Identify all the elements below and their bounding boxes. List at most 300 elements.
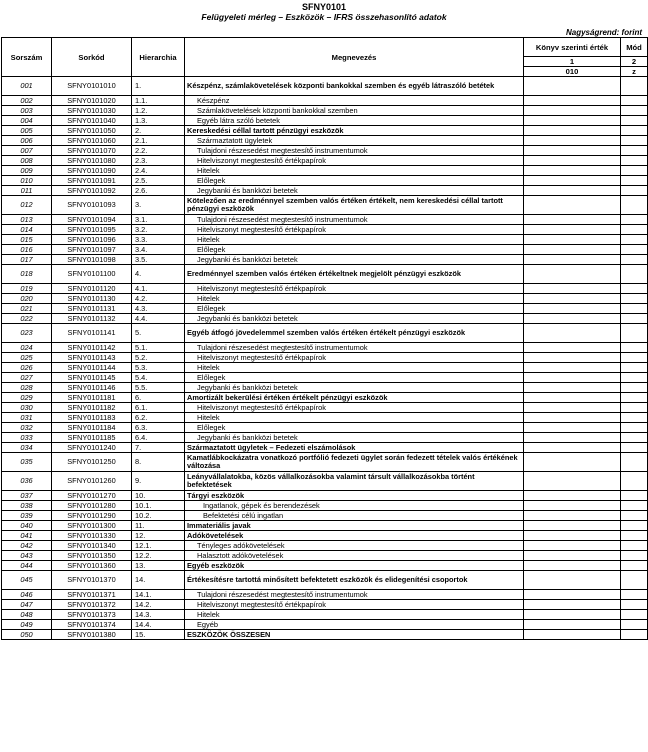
row-number: 008	[2, 156, 52, 166]
row-code: SFNY0101270	[52, 491, 132, 501]
row-hierarchy: 2.2.	[132, 146, 185, 156]
mode-cell[interactable]	[621, 225, 648, 235]
row-name: Adókövetelések	[185, 531, 524, 541]
row-number: 011	[2, 186, 52, 196]
row-code: SFNY0101080	[52, 156, 132, 166]
row-code: SFNY0101093	[52, 196, 132, 215]
mode-cell[interactable]	[621, 433, 648, 443]
value-cell[interactable]	[524, 501, 621, 511]
value-cell[interactable]	[524, 511, 621, 521]
row-code: SFNY0101095	[52, 225, 132, 235]
value-cell[interactable]	[524, 116, 621, 126]
row-number: 035	[2, 453, 52, 472]
mode-cell[interactable]	[621, 255, 648, 265]
row-name: Eredménnyel szemben valós értéken értékeltnek megjelölt pénzügyi eszközök	[185, 265, 524, 284]
row-name: Kötelezően az eredménnyel szemben valós értéken értékelt, nem kereskedési céllal tartott pénzügyi eszközök	[185, 196, 524, 215]
value-cell[interactable]	[524, 620, 621, 630]
mode-cell[interactable]	[621, 96, 648, 106]
mode-cell[interactable]	[621, 294, 648, 304]
table-row	[2, 235, 648, 245]
table-row	[2, 126, 648, 136]
mode-cell[interactable]	[621, 561, 648, 571]
table-row	[2, 403, 648, 413]
mode-cell[interactable]	[621, 501, 648, 511]
row-hierarchy: 12.2.	[132, 551, 185, 561]
col-konyv: Könyv szerinti érték	[524, 38, 621, 57]
row-number: 007	[2, 146, 52, 156]
row-code: SFNY0101030	[52, 106, 132, 116]
row-code: SFNY0101146	[52, 383, 132, 393]
row-hierarchy: 6.4.	[132, 433, 185, 443]
mode-cell[interactable]	[621, 600, 648, 610]
row-name: Kereskedési céllal tartott pénzügyi eszközök	[185, 126, 524, 136]
value-cell[interactable]	[524, 284, 621, 294]
mode-cell[interactable]	[621, 491, 648, 501]
value-cell[interactable]	[524, 491, 621, 501]
row-hierarchy: 5.3.	[132, 363, 185, 373]
row-hierarchy: 14.	[132, 571, 185, 590]
mode-cell[interactable]	[621, 571, 648, 590]
row-name: Származtatott ügyletek – Fedezeti elszámolások	[185, 443, 524, 453]
report-code: SFNY0101	[301, 2, 347, 12]
row-name: Befektetési célú ingatlan	[185, 511, 524, 521]
row-number: 043	[2, 551, 52, 561]
table-row	[2, 630, 648, 640]
value-cell[interactable]	[524, 600, 621, 610]
row-name: Előlegek	[185, 176, 524, 186]
value-cell[interactable]	[524, 541, 621, 551]
row-number: 046	[2, 590, 52, 600]
row-hierarchy: 4.3.	[132, 304, 185, 314]
value-cell[interactable]	[524, 531, 621, 541]
col-mod-num: 2	[621, 57, 648, 67]
row-number: 045	[2, 571, 52, 590]
row-number: 012	[2, 196, 52, 215]
mode-cell[interactable]	[621, 156, 648, 166]
row-number: 004	[2, 116, 52, 126]
value-cell[interactable]	[524, 373, 621, 383]
table-row	[2, 146, 648, 156]
value-cell[interactable]	[524, 196, 621, 215]
row-code: SFNY0101097	[52, 245, 132, 255]
row-code: SFNY0101184	[52, 423, 132, 433]
mode-cell[interactable]	[621, 77, 648, 96]
mode-cell[interactable]	[621, 136, 648, 146]
row-name: Hitelviszonyt megtestesítő értékpapírok	[185, 600, 524, 610]
row-number: 027	[2, 373, 52, 383]
row-name: Halasztott adókövetelések	[185, 551, 524, 561]
table-row	[2, 166, 648, 176]
mode-cell[interactable]	[621, 314, 648, 324]
mode-cell[interactable]	[621, 383, 648, 393]
row-code: SFNY0101373	[52, 610, 132, 620]
table-row	[2, 196, 648, 215]
row-number: 050	[2, 630, 52, 640]
mode-cell[interactable]	[621, 284, 648, 294]
row-hierarchy: 1.1.	[132, 96, 185, 106]
value-cell[interactable]	[524, 571, 621, 590]
value-cell[interactable]	[524, 176, 621, 186]
row-name: Tényleges adókövetelések	[185, 541, 524, 551]
row-number: 033	[2, 433, 52, 443]
mode-cell[interactable]	[621, 413, 648, 423]
row-number: 009	[2, 166, 52, 176]
table-row	[2, 561, 648, 571]
row-name: Hitelek	[185, 610, 524, 620]
row-number: 002	[2, 96, 52, 106]
value-cell[interactable]	[524, 245, 621, 255]
col-sorszam: Sorszám	[2, 38, 52, 77]
row-number: 039	[2, 511, 52, 521]
value-cell[interactable]	[524, 363, 621, 373]
row-hierarchy: 4.4.	[132, 314, 185, 324]
row-number: 038	[2, 501, 52, 511]
mode-cell[interactable]	[621, 304, 648, 314]
row-name: Jegybanki és bankközi betetek	[185, 314, 524, 324]
row-code: SFNY0101050	[52, 126, 132, 136]
row-name: Hitelviszonyt megtestesítő értékpapírok	[185, 403, 524, 413]
row-hierarchy: 2.1.	[132, 136, 185, 146]
mode-cell[interactable]	[621, 472, 648, 491]
row-number: 041	[2, 531, 52, 541]
row-hierarchy: 3.4.	[132, 245, 185, 255]
value-cell[interactable]	[524, 304, 621, 314]
row-code: SFNY0101280	[52, 501, 132, 511]
value-cell[interactable]	[524, 186, 621, 196]
table-row	[2, 106, 648, 116]
table-row	[2, 443, 648, 453]
row-hierarchy: 2.6.	[132, 186, 185, 196]
table-row	[2, 136, 648, 146]
table-row	[2, 314, 648, 324]
row-hierarchy: 10.1.	[132, 501, 185, 511]
row-name: Hitelviszonyt megtestesítő értékpapírok	[185, 353, 524, 363]
row-hierarchy: 5.	[132, 324, 185, 343]
row-name: Egyéb átfogó jövedelemmel szemben valós értéken értékelt pénzügyi eszközök	[185, 324, 524, 343]
table-row	[2, 610, 648, 620]
row-hierarchy: 9.	[132, 472, 185, 491]
value-cell[interactable]	[524, 324, 621, 343]
mode-cell[interactable]	[621, 403, 648, 413]
value-cell[interactable]	[524, 294, 621, 304]
row-code: SFNY0101130	[52, 294, 132, 304]
value-cell[interactable]	[524, 353, 621, 363]
row-name: Amortizált bekerülési értéken értékelt pénzügyi eszközök	[185, 393, 524, 403]
value-cell[interactable]	[524, 146, 621, 156]
value-cell[interactable]	[524, 551, 621, 561]
row-name: Előlegek	[185, 373, 524, 383]
table-row	[2, 77, 648, 96]
row-name: Hitelek	[185, 166, 524, 176]
table-row	[2, 590, 648, 600]
mode-cell[interactable]	[621, 521, 648, 531]
row-code: SFNY0101330	[52, 531, 132, 541]
value-cell[interactable]	[524, 561, 621, 571]
row-code: SFNY0101185	[52, 433, 132, 443]
row-code: SFNY0101181	[52, 393, 132, 403]
value-cell[interactable]	[524, 423, 621, 433]
value-cell[interactable]	[524, 433, 621, 443]
row-code: SFNY0101094	[52, 215, 132, 225]
row-number: 030	[2, 403, 52, 413]
mode-cell[interactable]	[621, 551, 648, 561]
mode-cell[interactable]	[621, 186, 648, 196]
row-name: Tárgyi eszközök	[185, 491, 524, 501]
row-name: ESZKÖZÖK ÖSSZESEN	[185, 630, 524, 640]
value-cell[interactable]	[524, 630, 621, 640]
value-cell[interactable]	[524, 453, 621, 472]
table-row	[2, 176, 648, 186]
mode-cell[interactable]	[621, 324, 648, 343]
row-hierarchy: 6.3.	[132, 423, 185, 433]
row-code: SFNY0101092	[52, 186, 132, 196]
row-name: Számlakövetelések központi bankokkal szemben	[185, 106, 524, 116]
value-cell[interactable]	[524, 166, 621, 176]
row-number: 029	[2, 393, 52, 403]
mode-cell[interactable]	[621, 373, 648, 383]
table-row	[2, 363, 648, 373]
row-number: 014	[2, 225, 52, 235]
row-code: SFNY0101131	[52, 304, 132, 314]
report-subtitle: Felügyeleti mérleg – Eszközök – IFRS összehasonlító adatok	[201, 12, 447, 22]
row-hierarchy: 8.	[132, 453, 185, 472]
row-name: Értékesítésre tartottá minősített befektetett eszközök és elidegenítési csoportok	[185, 571, 524, 590]
row-code: SFNY0101250	[52, 453, 132, 472]
value-cell[interactable]	[524, 77, 621, 96]
mode-cell[interactable]	[621, 126, 648, 136]
row-number: 023	[2, 324, 52, 343]
row-number: 024	[2, 343, 52, 353]
value-cell[interactable]	[524, 126, 621, 136]
mode-cell[interactable]	[621, 423, 648, 433]
mode-cell[interactable]	[621, 215, 648, 225]
row-code: SFNY0101143	[52, 353, 132, 363]
row-hierarchy: 5.4.	[132, 373, 185, 383]
row-number: 034	[2, 443, 52, 453]
row-hierarchy: 14.4.	[132, 620, 185, 630]
value-cell[interactable]	[524, 96, 621, 106]
row-code: SFNY0101020	[52, 96, 132, 106]
row-name: Leányvállalatokba, közös vállalkozásokba valamint társult vállalkozásokba történt befektetések	[185, 472, 524, 491]
row-hierarchy: 5.5.	[132, 383, 185, 393]
value-cell[interactable]	[524, 383, 621, 393]
row-hierarchy: 1.2.	[132, 106, 185, 116]
value-cell[interactable]	[524, 590, 621, 600]
value-cell[interactable]	[524, 136, 621, 146]
row-name: Egyéb eszközök	[185, 561, 524, 571]
row-name: Előlegek	[185, 304, 524, 314]
mode-cell[interactable]	[621, 531, 648, 541]
mode-cell[interactable]	[621, 443, 648, 453]
row-number: 006	[2, 136, 52, 146]
value-cell[interactable]	[524, 403, 621, 413]
value-cell[interactable]	[524, 215, 621, 225]
value-cell[interactable]	[524, 610, 621, 620]
row-number: 019	[2, 284, 52, 294]
mode-cell[interactable]	[621, 630, 648, 640]
row-name: Tulajdoni részesedést megtestesítő instrumentumok	[185, 215, 524, 225]
mode-cell[interactable]	[621, 590, 648, 600]
table-row	[2, 225, 648, 235]
value-cell[interactable]	[524, 235, 621, 245]
table-row	[2, 491, 648, 501]
col-konyv-num: 1	[524, 57, 621, 67]
row-code: SFNY0101182	[52, 403, 132, 413]
table-row	[2, 265, 648, 284]
value-cell[interactable]	[524, 343, 621, 353]
row-hierarchy: 2.5.	[132, 176, 185, 186]
row-code: SFNY0101144	[52, 363, 132, 373]
row-hierarchy: 13.	[132, 561, 185, 571]
table-row	[2, 383, 648, 393]
value-cell[interactable]	[524, 472, 621, 491]
mode-cell[interactable]	[621, 393, 648, 403]
row-name: Hitelek	[185, 235, 524, 245]
row-hierarchy: 2.	[132, 126, 185, 136]
row-hierarchy: 3.	[132, 196, 185, 215]
row-name: Hitelviszonyt megtestesítő értékpapírok	[185, 156, 524, 166]
table-row	[2, 324, 648, 343]
table-row	[2, 551, 648, 561]
row-number: 048	[2, 610, 52, 620]
table-row	[2, 156, 648, 166]
row-number: 031	[2, 413, 52, 423]
row-number: 022	[2, 314, 52, 324]
row-hierarchy: 14.2.	[132, 600, 185, 610]
row-number: 049	[2, 620, 52, 630]
mode-cell[interactable]	[621, 353, 648, 363]
mode-cell[interactable]	[621, 146, 648, 156]
row-hierarchy: 7.	[132, 443, 185, 453]
table-row	[2, 393, 648, 403]
row-hierarchy: 6.2.	[132, 413, 185, 423]
row-code: SFNY0101070	[52, 146, 132, 156]
row-number: 018	[2, 265, 52, 284]
row-number: 017	[2, 255, 52, 265]
mode-cell[interactable]	[621, 343, 648, 353]
row-name: Ingatlanok, gépek és berendezések	[185, 501, 524, 511]
table-row	[2, 620, 648, 630]
mode-cell[interactable]	[621, 363, 648, 373]
row-code: SFNY0101100	[52, 265, 132, 284]
col-konyv-code: 010	[524, 67, 621, 77]
row-number: 016	[2, 245, 52, 255]
value-cell[interactable]	[524, 314, 621, 324]
col-hierarchia: Hierarchia	[132, 38, 185, 77]
row-code: SFNY0101380	[52, 630, 132, 640]
table-row	[2, 541, 648, 551]
row-hierarchy: 6.	[132, 393, 185, 403]
value-cell[interactable]	[524, 393, 621, 403]
mode-cell[interactable]	[621, 511, 648, 521]
mode-cell[interactable]	[621, 235, 648, 245]
value-cell[interactable]	[524, 106, 621, 116]
row-name: Előlegek	[185, 423, 524, 433]
row-hierarchy: 3.2.	[132, 225, 185, 235]
row-name: Tulajdoni részesedést megtestesítő instrumentumok	[185, 146, 524, 156]
balance-table	[1, 37, 648, 640]
row-number: 021	[2, 304, 52, 314]
value-cell[interactable]	[524, 413, 621, 423]
table-row	[2, 116, 648, 126]
mode-cell[interactable]	[621, 541, 648, 551]
mode-cell[interactable]	[621, 176, 648, 186]
table-row	[2, 284, 648, 294]
row-code: SFNY0101040	[52, 116, 132, 126]
row-code: SFNY0101096	[52, 235, 132, 245]
row-number: 003	[2, 106, 52, 116]
unit-label: Nagyságrend: forint	[565, 28, 642, 37]
row-name: Hitelek	[185, 294, 524, 304]
mode-cell[interactable]	[621, 116, 648, 126]
row-code: SFNY0101010	[52, 77, 132, 96]
table-row	[2, 245, 648, 255]
row-hierarchy: 10.	[132, 491, 185, 501]
col-mod-code: z	[621, 67, 648, 77]
value-cell[interactable]	[524, 255, 621, 265]
value-cell[interactable]	[524, 521, 621, 531]
col-megnevezes: Megnevezés	[185, 38, 524, 77]
table-row	[2, 521, 648, 531]
mode-cell[interactable]	[621, 196, 648, 215]
value-cell[interactable]	[524, 443, 621, 453]
row-number: 010	[2, 176, 52, 186]
row-code: SFNY0101183	[52, 413, 132, 423]
row-number: 026	[2, 363, 52, 373]
table-row	[2, 413, 648, 423]
row-code: SFNY0101350	[52, 551, 132, 561]
row-code: SFNY0101372	[52, 600, 132, 610]
row-name: Tulajdoni részesedést megtestesítő instrumentumok	[185, 590, 524, 600]
row-hierarchy: 4.	[132, 265, 185, 284]
row-code: SFNY0101371	[52, 590, 132, 600]
row-hierarchy: 2.3.	[132, 156, 185, 166]
mode-cell[interactable]	[621, 453, 648, 472]
row-code: SFNY0101098	[52, 255, 132, 265]
value-cell[interactable]	[524, 265, 621, 284]
table-row	[2, 373, 648, 383]
row-hierarchy: 15.	[132, 630, 185, 640]
mode-cell[interactable]	[621, 245, 648, 255]
row-name: Készpénz, számlakövetelések központi bankokkal szemben és egyéb látraszóló betétek	[185, 77, 524, 96]
row-name: Hitelek	[185, 363, 524, 373]
row-hierarchy: 1.	[132, 77, 185, 96]
table-row	[2, 343, 648, 353]
col-sorkod: Sorkód	[52, 38, 132, 77]
mode-cell[interactable]	[621, 265, 648, 284]
mode-cell[interactable]	[621, 106, 648, 116]
value-cell[interactable]	[524, 225, 621, 235]
row-number: 015	[2, 235, 52, 245]
mode-cell[interactable]	[621, 610, 648, 620]
table-row	[2, 294, 648, 304]
row-hierarchy: 11.	[132, 521, 185, 531]
row-hierarchy: 6.1.	[132, 403, 185, 413]
table-row	[2, 423, 648, 433]
row-name: Tulajdoni részesedést megtestesítő instrumentumok	[185, 343, 524, 353]
value-cell[interactable]	[524, 156, 621, 166]
row-number: 042	[2, 541, 52, 551]
table-row	[2, 511, 648, 521]
mode-cell[interactable]	[621, 166, 648, 176]
row-name: Hitelek	[185, 413, 524, 423]
row-hierarchy: 5.2.	[132, 353, 185, 363]
mode-cell[interactable]	[621, 620, 648, 630]
table-row	[2, 215, 648, 225]
row-number: 005	[2, 126, 52, 136]
row-hierarchy: 4.2.	[132, 294, 185, 304]
row-name: Előlegek	[185, 245, 524, 255]
